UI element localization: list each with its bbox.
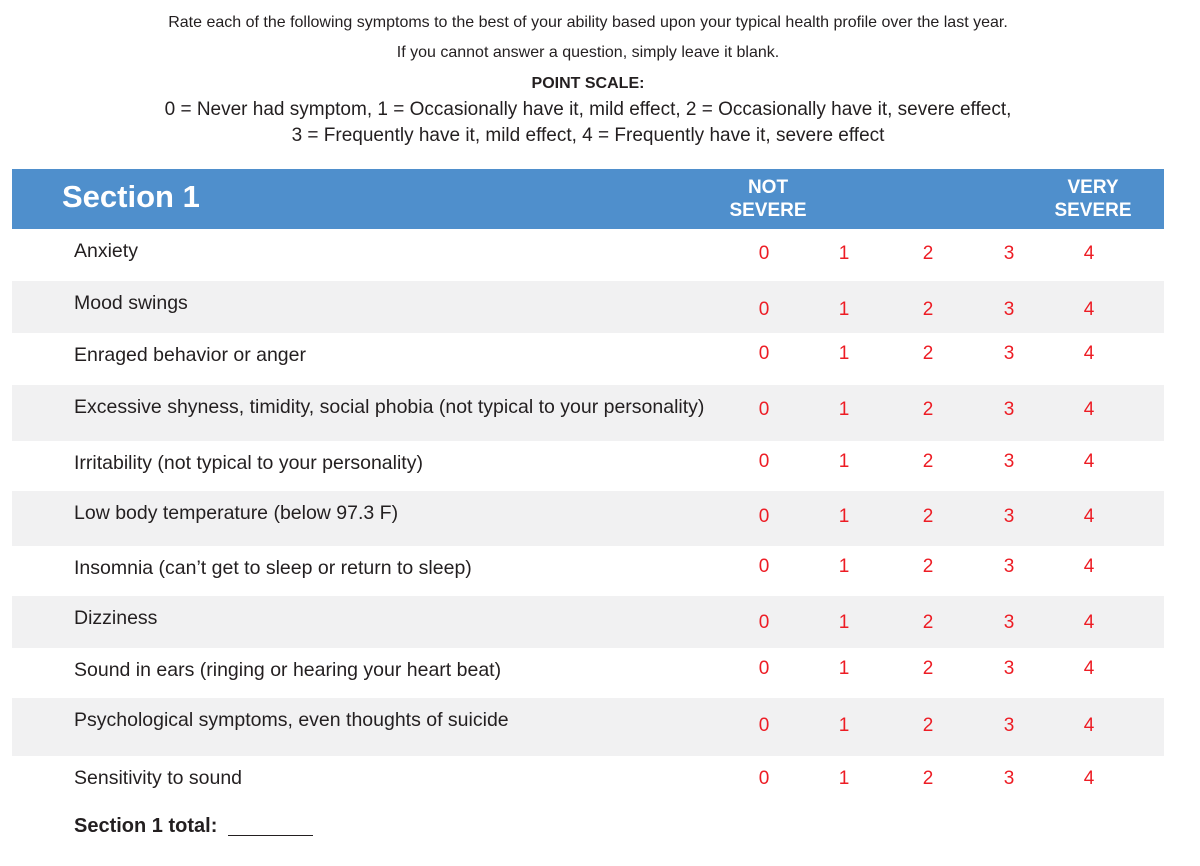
point-scale-heading: POINT SCALE: bbox=[531, 75, 645, 92]
symptom-label: Low body temperature (below 97.3 F) bbox=[74, 502, 399, 524]
symptom-row bbox=[12, 698, 1164, 756]
rating-option-1[interactable]: 1 bbox=[838, 243, 850, 264]
rating-option-0[interactable]: 0 bbox=[758, 399, 770, 420]
rating-option-0[interactable]: 0 bbox=[758, 556, 770, 577]
symptom-label: Enraged behavior or anger bbox=[74, 344, 306, 366]
rating-option-1[interactable]: 1 bbox=[838, 658, 850, 679]
rating-option-3[interactable]: 3 bbox=[1003, 658, 1015, 679]
symptom-row bbox=[12, 281, 1164, 333]
rating-option-1[interactable]: 1 bbox=[838, 451, 850, 472]
rating-option-3[interactable]: 3 bbox=[1003, 768, 1015, 789]
section-header bbox=[12, 169, 1164, 229]
symptom-row bbox=[12, 441, 1164, 491]
rating-option-1[interactable]: 1 bbox=[838, 399, 850, 420]
rating-option-3[interactable]: 3 bbox=[1003, 299, 1015, 320]
rating-option-1[interactable]: 1 bbox=[838, 506, 850, 527]
rating-option-4[interactable]: 4 bbox=[1083, 556, 1095, 577]
symptom-row bbox=[12, 648, 1164, 698]
symptom-row bbox=[12, 385, 1164, 441]
rating-option-0[interactable]: 0 bbox=[758, 451, 770, 472]
rating-option-4[interactable]: 4 bbox=[1083, 768, 1095, 789]
symptom-label: Insomnia (can’t get to sleep or return to sleep) bbox=[74, 557, 472, 579]
instructions-line: Rate each of the following symptoms to the best of your ability based upon your typical health profile over the last year. bbox=[168, 14, 1008, 31]
rating-option-2[interactable]: 2 bbox=[922, 658, 934, 679]
rating-option-0[interactable]: 0 bbox=[758, 658, 770, 679]
rating-option-4[interactable]: 4 bbox=[1083, 715, 1095, 736]
rating-option-1[interactable]: 1 bbox=[838, 556, 850, 577]
section-total-label: Section 1 total: bbox=[74, 815, 218, 837]
rating-option-0[interactable]: 0 bbox=[758, 243, 770, 264]
rating-option-1[interactable]: 1 bbox=[838, 343, 850, 364]
symptom-label: Mood swings bbox=[74, 292, 188, 314]
symptom-row bbox=[12, 491, 1164, 546]
rating-option-3[interactable]: 3 bbox=[1003, 506, 1015, 527]
rating-option-0[interactable]: 0 bbox=[758, 299, 770, 320]
rating-option-2[interactable]: 2 bbox=[922, 715, 934, 736]
rating-option-4[interactable]: 4 bbox=[1083, 299, 1095, 320]
symptom-row bbox=[12, 546, 1164, 596]
symptom-label: Dizziness bbox=[74, 607, 158, 629]
scale-high-label: VERY SEVERE bbox=[1054, 177, 1132, 221]
rating-option-3[interactable]: 3 bbox=[1003, 715, 1015, 736]
rating-option-4[interactable]: 4 bbox=[1083, 612, 1095, 633]
symptom-row bbox=[12, 229, 1164, 281]
symptom-row bbox=[12, 333, 1164, 385]
rating-option-4[interactable]: 4 bbox=[1083, 658, 1095, 679]
rating-option-0[interactable]: 0 bbox=[758, 612, 770, 633]
point-scale-line-1: 0 = Never had symptom, 1 = Occasionally have it, mild effect, 2 = Occasionally have it, severe effect, bbox=[164, 99, 1012, 120]
rating-option-3[interactable]: 3 bbox=[1003, 343, 1015, 364]
symptom-label: Psychological symptoms, even thoughts of suicide bbox=[74, 709, 509, 731]
rating-option-3[interactable]: 3 bbox=[1003, 399, 1015, 420]
symptom-label: Excessive shyness, timidity, social phobia (not typical to your personality) bbox=[74, 396, 705, 418]
symptom-label: Sound in ears (ringing or hearing your heart beat) bbox=[74, 659, 502, 681]
rating-option-3[interactable]: 3 bbox=[1003, 243, 1015, 264]
rating-option-3[interactable]: 3 bbox=[1003, 451, 1015, 472]
section-title: Section 1 bbox=[62, 179, 200, 214]
rating-option-3[interactable]: 3 bbox=[1003, 556, 1015, 577]
rating-option-4[interactable]: 4 bbox=[1083, 451, 1095, 472]
symptom-label: Sensitivity to sound bbox=[74, 767, 243, 789]
rating-option-2[interactable]: 2 bbox=[922, 612, 934, 633]
rating-option-4[interactable]: 4 bbox=[1083, 343, 1095, 364]
section-total-field[interactable] bbox=[228, 835, 313, 836]
rating-option-4[interactable]: 4 bbox=[1083, 399, 1095, 420]
rating-option-0[interactable]: 0 bbox=[758, 715, 770, 736]
rating-option-3[interactable]: 3 bbox=[1003, 612, 1015, 633]
instructions-note: If you cannot answer a question, simply leave it blank. bbox=[396, 44, 780, 61]
rating-option-2[interactable]: 2 bbox=[922, 768, 934, 789]
rating-option-4[interactable]: 4 bbox=[1083, 243, 1095, 264]
rating-option-2[interactable]: 2 bbox=[922, 451, 934, 472]
scale-low-label: NOT SEVERE bbox=[729, 177, 807, 221]
rating-option-2[interactable]: 2 bbox=[922, 343, 934, 364]
rating-option-1[interactable]: 1 bbox=[838, 612, 850, 633]
symptom-row bbox=[12, 756, 1164, 808]
rating-option-2[interactable]: 2 bbox=[922, 243, 934, 264]
rating-option-2[interactable]: 2 bbox=[922, 299, 934, 320]
rating-option-2[interactable]: 2 bbox=[922, 556, 934, 577]
rating-option-1[interactable]: 1 bbox=[838, 768, 850, 789]
symptom-label: Anxiety bbox=[74, 240, 138, 262]
symptom-label: Irritability (not typical to your personality) bbox=[74, 452, 423, 474]
point-scale-line-2: 3 = Frequently have it, mild effect, 4 = Frequently have it, severe effect bbox=[291, 125, 885, 146]
rating-option-2[interactable]: 2 bbox=[922, 506, 934, 527]
rating-option-2[interactable]: 2 bbox=[922, 399, 934, 420]
rating-option-1[interactable]: 1 bbox=[838, 715, 850, 736]
symptom-row bbox=[12, 596, 1164, 648]
symptom-list bbox=[12, 229, 1164, 808]
rating-option-0[interactable]: 0 bbox=[758, 768, 770, 789]
rating-option-0[interactable]: 0 bbox=[758, 506, 770, 527]
rating-option-0[interactable]: 0 bbox=[758, 343, 770, 364]
rating-option-1[interactable]: 1 bbox=[838, 299, 850, 320]
rating-option-4[interactable]: 4 bbox=[1083, 506, 1095, 527]
